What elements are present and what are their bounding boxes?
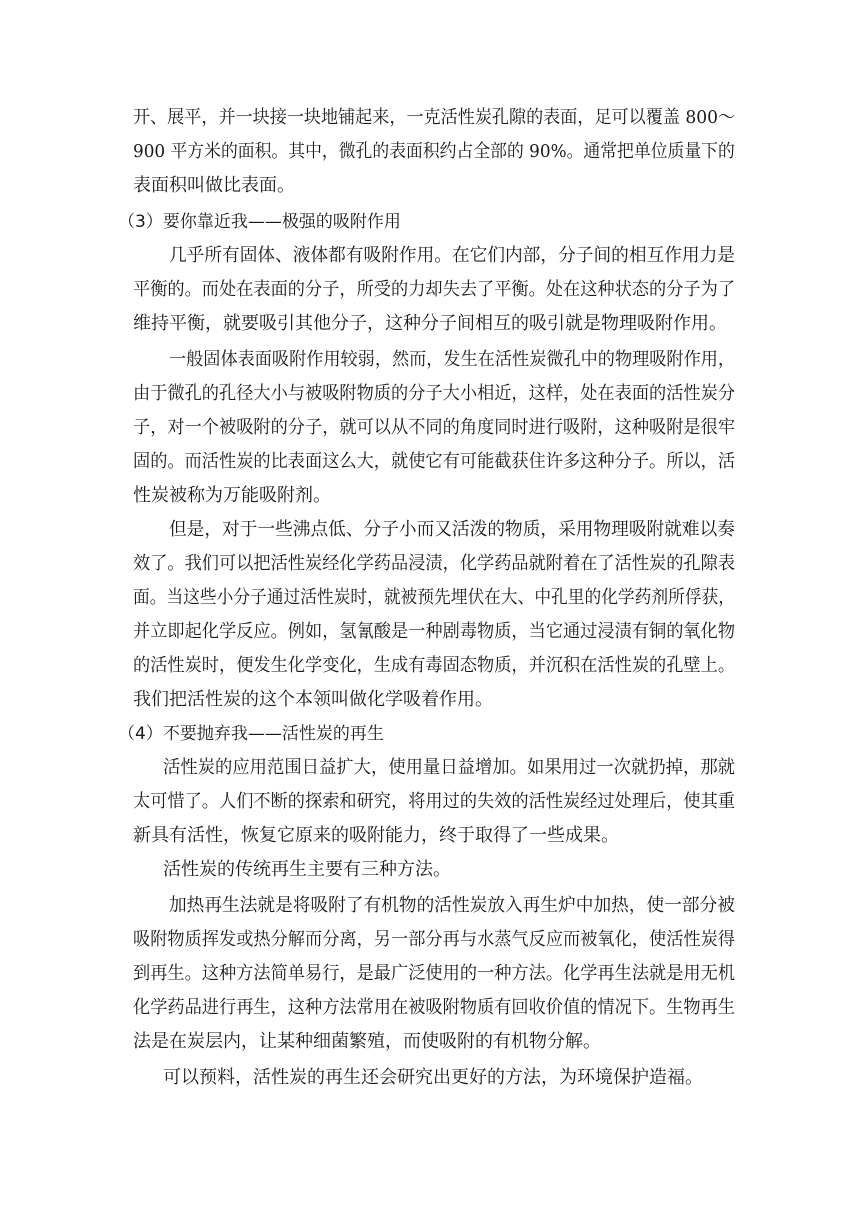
text-line: 我们把活性炭的这个本领叫做化学吸着作用。 [133,689,493,710]
text-line: 固的。而活性炭的比表面这么大，就使它有可能截获住许多这种分子。所以，活 [133,451,736,472]
text-line: 面。当这些小分子通过活性炭时，就被预先埋伏在大、中孔里的化学药剂所俘获， [133,587,735,608]
text-line: 的活性炭时，便发生化学变化，生成有毒固态物质，并沉积在活性炭的孔壁上。 [133,655,736,676]
text-line: 一般固体表面吸附作用较弱，然而，发生在活性炭微孔中的物理吸附作用， [169,349,736,370]
text-line: 平衡的。而处在表面的分子，所受的力却失去了平衡。处在这种状态的分子为了 [133,279,736,300]
section-heading-4: （4）不要抛弃我——活性炭的再生 [118,724,384,744]
text-line: 活性炭的传统再生主要有三种方法。 [163,859,451,880]
text-line: 新具有活性，恢复它原来的吸附能力，终于取得了一些成果。 [133,825,619,846]
text-line: 法是在炭层内，让某种细菌繁殖，而使吸附的有机物分解。 [133,1031,601,1052]
text-line: 效了。我们可以把活性炭经化学药品浸渍，化学药品就附着在了活性炭的孔隙表 [133,553,736,574]
text-line: 可以预料，活性炭的再生还会研究出更好的方法，为环境保护造福。 [163,1067,703,1088]
section-heading-3: （3）要你靠近我——极强的吸附作用 [118,212,401,232]
text-line: 子，对一个被吸附的分子，就可以从不同的角度同时进行吸附，这种吸附是很牢 [133,417,736,438]
text-line: 几乎所有固体、液体都有吸附作用。在它们内部，分子间的相互作用力是 [169,245,735,266]
text-line: 加热再生法就是将吸附了有机物的活性炭放入再生炉中加热，使一部分被 [169,895,735,916]
text-line: 维持平衡，就要吸引其他分子，这种分子间相互的吸引就是物理吸附作用。 [133,313,727,334]
text-line: 但是，对于一些沸点低、分子小而又活泼的物质，采用物理吸附就难以奏 [169,519,735,540]
text-line: 性炭被称为万能吸附剂。 [133,485,331,506]
text-line: 900 平方米的面积。其中，微孔的表面积约占全部的 90%。通常把单位质量下的 [133,141,735,162]
text-line: 表面积叫做比表面。 [133,175,295,196]
text-line: 活性炭的应用范围日益扩大，使用量日益增加。如果用过一次就扔掉，那就 [163,757,736,778]
text-line: 化学药品进行再生，这种方法常用在被吸附物质有回收价值的情况下。生物再生 [133,997,736,1018]
text-line: 太可惜了。人们不断的探索和研究，将用过的失效的活性炭经过处理后，使其重 [133,791,736,812]
text-line: 并立即起化学反应。例如，氢氰酸是一种剧毒物质，当它通过浸渍有铜的氧化物 [133,621,736,642]
text-line: 由于微孔的孔径大小与被吸附物质的分子大小相近，这样，处在表面的活性炭分 [133,383,736,404]
text-line: 到再生。这种方法简单易行，是最广泛使用的一种方法。化学再生法就是用无机 [133,963,736,984]
text-line: 吸附物质挥发或热分解而分离，另一部分再与水蒸气反应而被氧化，使活性炭得 [133,929,736,950]
text-line: 开、展平，并一块接一块地铺起来，一克活性炭孔隙的表面，足可以覆盖 800～ [133,107,736,128]
